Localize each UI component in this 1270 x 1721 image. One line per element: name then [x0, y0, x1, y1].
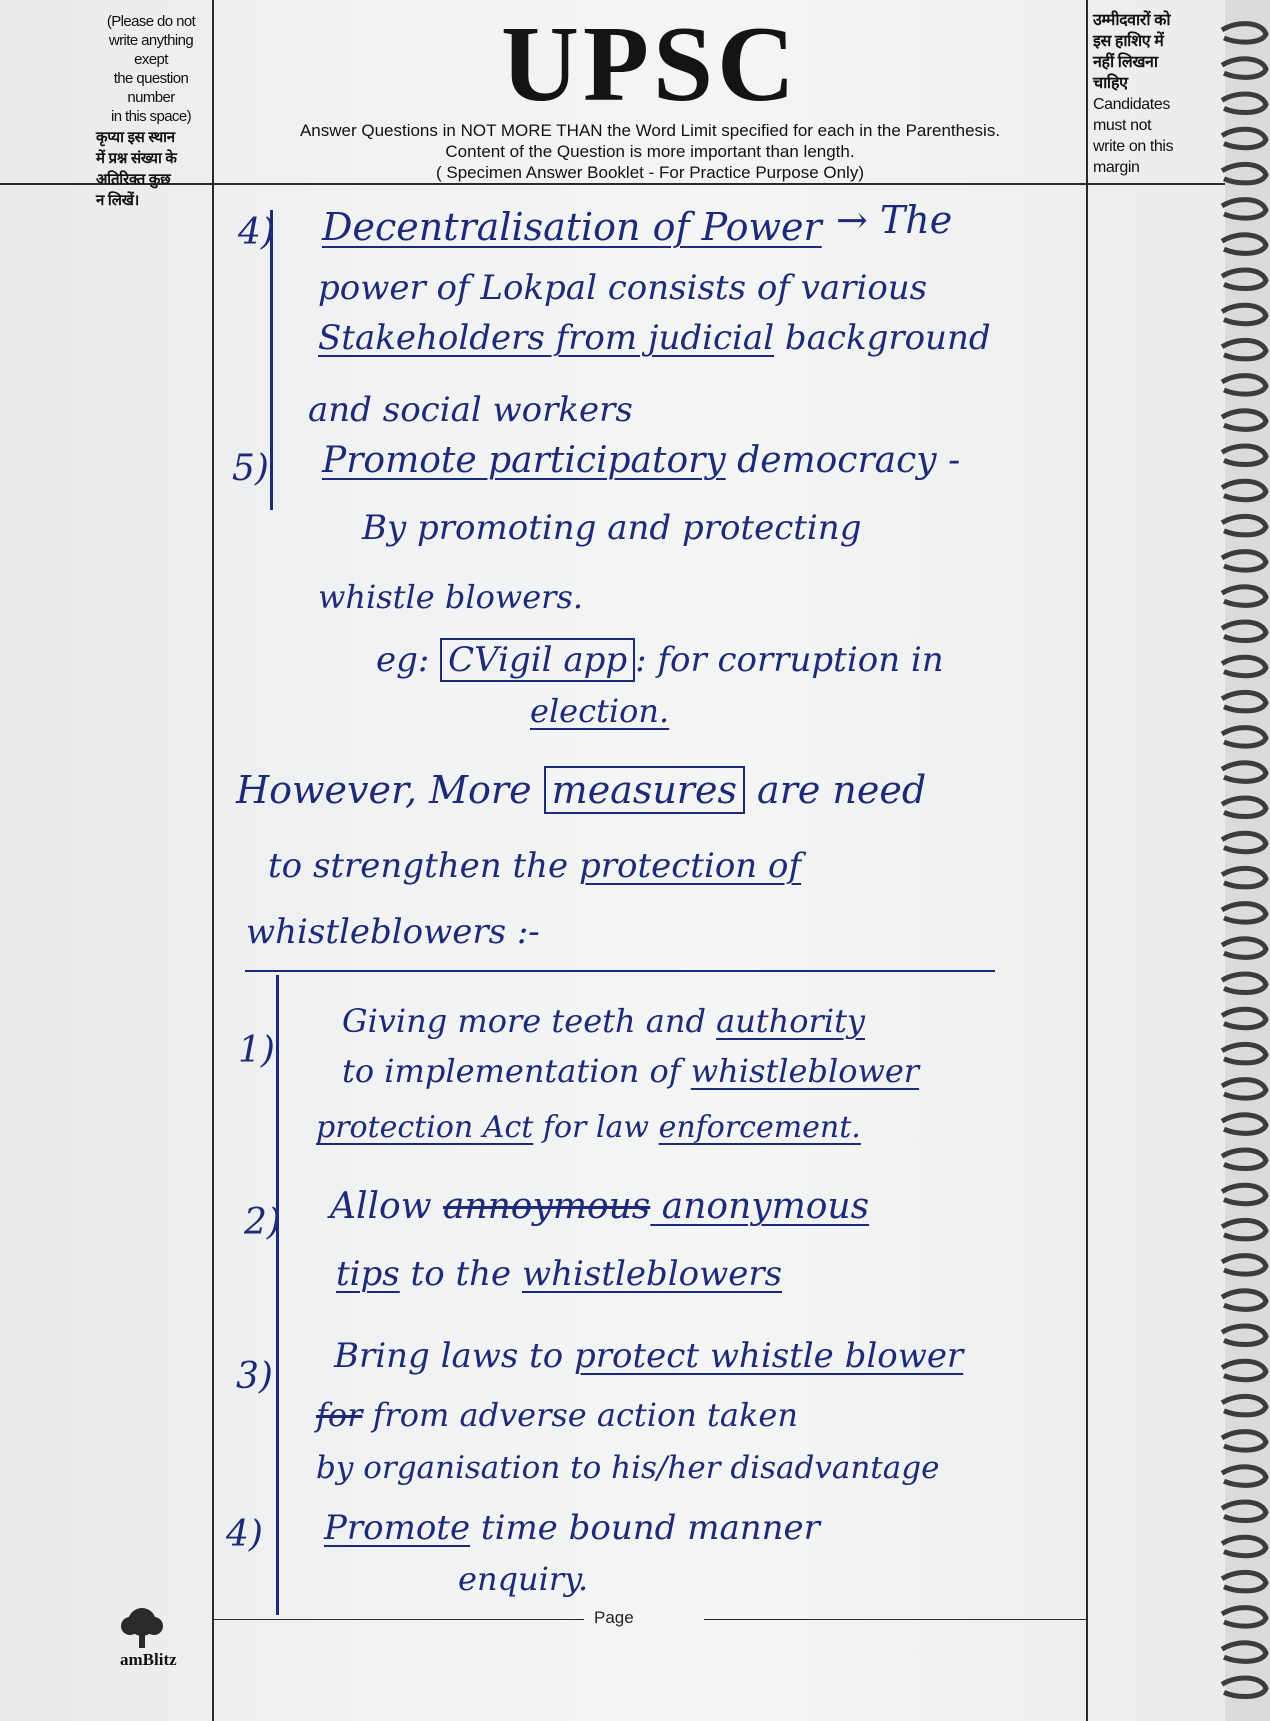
measure-1-line-1: Giving more teeth and authority	[342, 1002, 865, 1040]
spiral-coil	[1222, 1467, 1266, 1485]
spiral-coil	[1222, 481, 1266, 499]
struck-word-for: for	[316, 1396, 363, 1434]
struck-word: annoymous	[442, 1186, 651, 1227]
spiral-coil	[1222, 376, 1266, 394]
spiral-coil	[1222, 622, 1266, 640]
brand-title: UPSC	[500, 5, 800, 124]
footer-rule-right	[704, 1619, 1086, 1620]
spiral-coil	[1222, 1678, 1266, 1696]
spiral-coil	[1222, 657, 1266, 675]
measure-2-line-1: Allow annoymous anonymous	[330, 1186, 870, 1227]
however-line-2: to strengthen the protection of	[268, 846, 802, 886]
measure-2-number: 2)	[244, 1202, 281, 1243]
point-5-number: 5)	[232, 448, 269, 489]
spiral-coil	[1222, 1361, 1266, 1379]
spiral-coil	[1222, 235, 1266, 253]
spiral-coil	[1222, 1150, 1266, 1168]
however-line-1: However, More measures are need	[236, 768, 927, 812]
measure-4-line-2: enquiry.	[458, 1560, 589, 1598]
left-margin-instruction: (Please do not write anything exept the question number in this space) कृप्या इस स्थान में प्रश्न संख्या के अतिरिक्त कुछ न लिखें।	[96, 13, 196, 209]
spiral-coil	[1222, 200, 1266, 218]
spiral-coil	[1222, 974, 1266, 992]
page-label: Page	[594, 1608, 634, 1627]
measure-3-line-3: by organisation to his/her disadvantage	[316, 1450, 940, 1486]
cvigil-app-box: CVigil app	[440, 638, 635, 682]
spiral-coil	[1222, 1115, 1266, 1133]
point-5-example-line-2: election.	[530, 692, 670, 730]
spiral-coil	[1222, 1256, 1266, 1274]
measure-4-number: 4)	[226, 1514, 263, 1555]
spiral-coil	[1222, 763, 1266, 781]
measure-1-line-2: to implementation of whistleblower	[342, 1052, 920, 1090]
spiral-coil	[1222, 446, 1266, 464]
spiral-coil	[1222, 1185, 1266, 1203]
spiral-coil	[1222, 270, 1266, 288]
point-5-line-2: By promoting and protecting	[362, 508, 862, 548]
section-rule	[245, 970, 995, 972]
spiral-coil	[1222, 305, 1266, 323]
measure-1-line-3: protection Act for law enforcement.	[316, 1110, 861, 1145]
spiral-coil	[1222, 798, 1266, 816]
spiral-coil	[1222, 587, 1266, 605]
point-4-line-3: Stakeholders from judicial background	[318, 318, 991, 358]
bracket-line-bottom	[276, 975, 279, 1615]
spiral-coil	[1222, 552, 1266, 570]
point-5-title: Promote participatory democracy -	[322, 440, 961, 481]
right-margin-rule	[1086, 0, 1088, 1721]
spiral-coil	[1222, 728, 1266, 746]
spiral-coil	[1222, 94, 1266, 112]
spiral-coil	[1222, 868, 1266, 886]
however-line-3: whistleblowers :-	[246, 912, 540, 952]
point-4-line-2: power of Lokpal consists of various	[318, 268, 928, 308]
spiral-binding	[1218, 0, 1270, 1721]
spiral-coil	[1222, 129, 1266, 147]
spiral-coil	[1222, 833, 1266, 851]
bracket-line-top	[270, 210, 273, 510]
right-margin-instruction: उम्मीदवारों को इस हाशिए में नहीं लिखना चाहिए Candidates must not write on this margin	[1093, 12, 1174, 176]
spiral-coil	[1222, 411, 1266, 429]
spiral-coil	[1222, 1537, 1266, 1555]
measure-3-line-1: Bring laws to protect whistle blower	[334, 1336, 964, 1376]
point-5-line-3: whistle blowers.	[318, 578, 584, 616]
spiral-coil	[1222, 1009, 1266, 1027]
footer-rule-left	[212, 1619, 584, 1620]
spiral-coil	[1222, 904, 1266, 922]
spiral-coil	[1222, 164, 1266, 182]
spiral-coil	[1222, 939, 1266, 957]
booklet-instructions: Answer Questions in NOT MORE THAN the Word Limit specified for each in the Parenthesis. Content of the Question is more important than length. ( Specimen Answer Booklet - For Practice Purpose Only)	[299, 121, 1001, 182]
left-margin-rule	[212, 0, 214, 1721]
spiral-coil	[1222, 1572, 1266, 1590]
brand-logo-text: amBlitz	[120, 1650, 177, 1669]
spiral-coil	[1222, 1432, 1266, 1450]
spiral-coil	[1222, 692, 1266, 710]
point-4-arrow: → The	[836, 198, 953, 242]
spiral-coil	[1222, 1502, 1266, 1520]
spiral-coil	[1222, 1080, 1266, 1098]
spiral-coil	[1222, 1220, 1266, 1238]
spiral-coil	[1222, 1044, 1266, 1062]
point-4-number: 4)	[238, 212, 275, 253]
spiral-coil	[1222, 1396, 1266, 1414]
measures-box: measures	[544, 766, 745, 814]
measure-3-number: 3)	[236, 1356, 273, 1397]
point-4-title: Decentralisation of Power	[322, 205, 822, 249]
measure-2-line-2: tips to the whistleblowers	[336, 1254, 783, 1294]
spiral-coil	[1222, 59, 1266, 77]
spiral-coil	[1222, 1291, 1266, 1309]
spiral-coil	[1222, 516, 1266, 534]
spiral-coil	[1222, 1326, 1266, 1344]
spiral-coil	[1222, 1608, 1266, 1626]
spiral-coil	[1222, 24, 1266, 42]
measure-4-line-1: Promote time bound manner	[324, 1508, 820, 1548]
point-4-line-4: and social workers	[308, 390, 633, 430]
point-5-example: eg: CVigil app : for corruption in	[376, 640, 944, 680]
measure-1-number: 1)	[238, 1030, 275, 1071]
measure-3-line-2: for from adverse action taken	[316, 1396, 798, 1434]
spiral-coil	[1222, 340, 1266, 358]
spiral-coil	[1222, 1643, 1266, 1661]
